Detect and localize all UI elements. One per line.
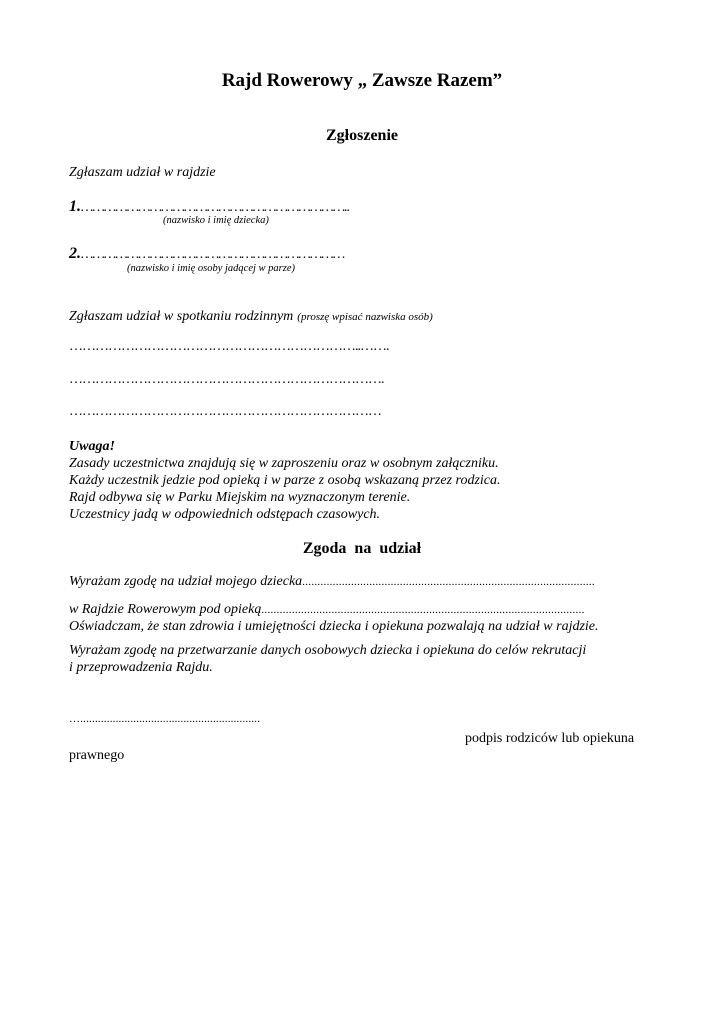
child-name-dots: ……………………………………………………………..: [81, 200, 350, 215]
consent-guardian-dots: ..........................................................................................................: [261, 604, 585, 616]
line-number-1: 1.: [69, 198, 81, 215]
signature-field[interactable]: ….............................................................: [69, 713, 261, 725]
family-names-line-3[interactable]: ………………………………………………………………: [69, 404, 381, 419]
family-meeting-label-row: [69, 307, 433, 325]
signature-label-continued: prawnego: [69, 748, 125, 763]
partner-name-dots: ……………………………………………………………: [81, 247, 345, 262]
partner-name-field[interactable]: [69, 245, 344, 263]
note-line: Każdy uczestnik jedzie pod opieką i w parze z osobą wskazaną przez rodzica.: [69, 473, 501, 488]
data-consent-line-1: Wyrażam zgodę na przetwarzanie danych osobowych dziecka i opiekuna do celów rekrutacji: [69, 643, 587, 658]
health-statement: Oświadczam, że stan zdrowia i umiejętności dziecka i opiekuna pozwalają na udział w rajdzie.: [69, 619, 599, 634]
child-name-caption: (nazwisko i imię dziecka): [163, 215, 269, 226]
child-name-field[interactable]: [69, 198, 349, 216]
consent-child-field[interactable]: [69, 574, 595, 590]
consent-guardian-field[interactable]: [69, 602, 585, 618]
signature-label: podpis rodziców lub opiekuna: [465, 731, 635, 746]
family-meeting-label: Zgłaszam udział w spotkaniu rodzinnym: [69, 309, 294, 324]
data-consent-line-2: i przeprowadzenia Rajdu.: [69, 660, 213, 675]
registration-intro: Zgłaszam udział w rajdzie: [69, 165, 216, 180]
consent-child-dots: ................................................................................................: [302, 576, 595, 588]
line-number-2: 2.: [69, 245, 81, 262]
form-subtitle: Zgłoszenie: [326, 127, 398, 144]
family-names-line-1[interactable]: …………………………………………………………..…….: [69, 339, 389, 354]
consent-heading: Zgoda na udział: [302, 540, 422, 557]
note-heading: Uwaga!: [69, 439, 115, 454]
note-line: Zasady uczestnictwa znajdują się w zaproszeniu oraz w osobnym załączniku.: [69, 456, 499, 471]
family-names-line-2[interactable]: ……………………………………………………………….: [69, 372, 384, 387]
consent-child-text: Wyrażam zgodę na udział mojego dziecka: [69, 574, 303, 589]
note-line: Rajd odbywa się w Parku Miejskim na wyznaczonym terenie.: [69, 490, 411, 505]
document-title: Rajd Rowerowy „ Zawsze Razem”: [221, 70, 503, 91]
family-meeting-hint: (proszę wpisać nazwiska osób): [297, 311, 433, 323]
note-line: Uczestnicy jadą w odpowiednich odstępach czasowych.: [69, 507, 381, 522]
consent-guardian-text: w Rajdzie Rowerowym pod opieką: [69, 602, 262, 617]
partner-name-caption: (nazwisko i imię osoby jadącej w parze): [127, 263, 295, 274]
